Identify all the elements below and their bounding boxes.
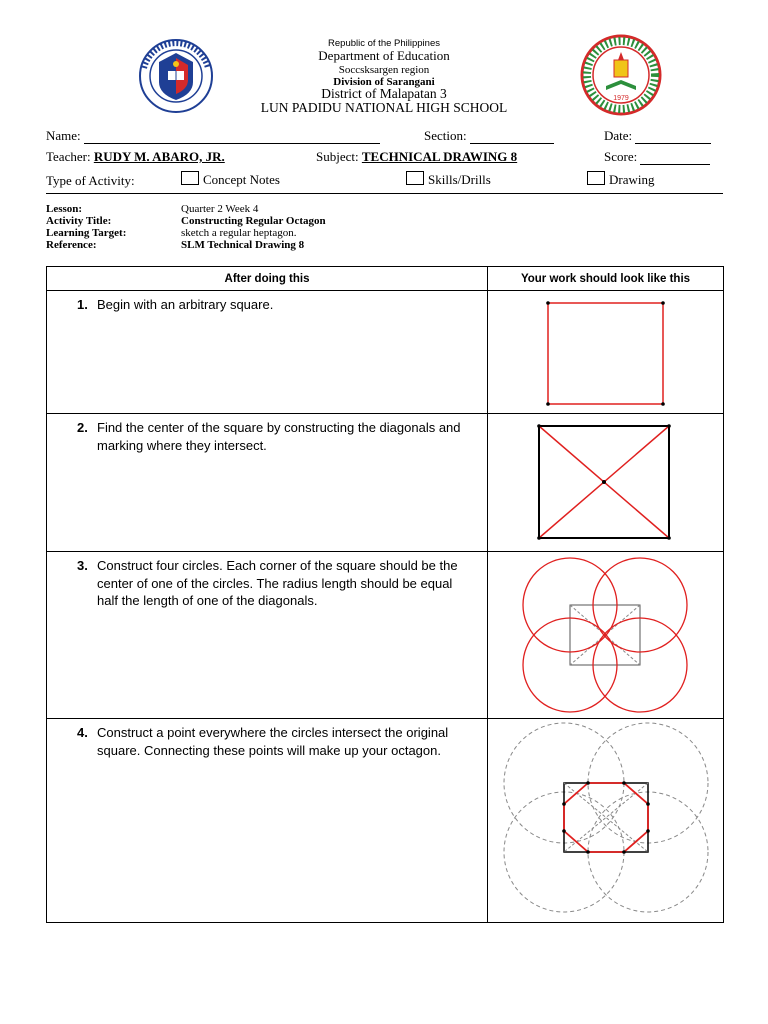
- header-district: District of Malapatan 3: [321, 86, 447, 101]
- col-header-after: After doing this: [47, 267, 488, 291]
- table-row: [47, 719, 724, 923]
- reference-value: SLM Technical Drawing 8: [181, 239, 305, 251]
- section-label: Section:: [424, 128, 467, 143]
- section-input-line[interactable]: [470, 129, 554, 144]
- skills-drills-checkbox[interactable]: [406, 171, 424, 185]
- name-label: Name:: [46, 128, 81, 143]
- option-concept-notes[interactable]: [181, 171, 280, 188]
- step-description: Construct a point everywhere the circles intersect the original square. Connecting these points will make up your octagon.: [97, 725, 449, 758]
- octagon-figure: [488, 719, 724, 921]
- skills-drills-label: Skills/Drills: [428, 172, 491, 187]
- header-region: Soccsksargen region: [338, 64, 430, 76]
- diagonals-figure: [488, 414, 724, 550]
- reference-label: Reference:: [46, 239, 97, 251]
- header-republic: Republic of the Philippines: [328, 38, 440, 49]
- square-figure: [488, 291, 724, 412]
- table-row: [47, 552, 724, 719]
- drawing-label: Drawing: [609, 172, 655, 187]
- step-1-text: [47, 291, 487, 314]
- date-field[interactable]: [604, 128, 711, 144]
- name-input-line[interactable]: [84, 129, 380, 144]
- teacher-value: RUDY M. ABARO, JR.: [93, 149, 225, 164]
- option-drawing[interactable]: [587, 171, 655, 188]
- four-circles-figure: [488, 552, 724, 717]
- learning-target-value: sketch a regular heptagon.: [181, 227, 297, 239]
- score-input-line[interactable]: [640, 150, 710, 165]
- header-divider: [46, 193, 723, 194]
- lesson-label: Lesson:: [46, 203, 83, 215]
- steps-table: [46, 266, 724, 923]
- table-row: [47, 414, 724, 552]
- seal-year: 1979: [613, 95, 629, 102]
- lesson-value: Quarter 2 Week 4: [181, 203, 259, 215]
- step-4-text: [47, 719, 487, 759]
- table-header-row: [47, 267, 724, 291]
- option-skills-drills[interactable]: [406, 171, 491, 188]
- reference-row: [46, 239, 446, 252]
- step-2-text: [47, 414, 487, 454]
- teacher-field: [46, 149, 225, 165]
- step-number: 2.: [77, 420, 88, 435]
- step-description: Begin with an arbitrary square.: [97, 297, 274, 312]
- concept-notes-checkbox[interactable]: [181, 171, 199, 185]
- header-department: Department of Education: [318, 48, 450, 63]
- score-field[interactable]: [604, 149, 710, 165]
- col-header-result: Your work should look like this: [488, 267, 724, 291]
- header-division: Division of Sarangani: [333, 76, 435, 88]
- subject-value: TECHNICAL DRAWING 8: [361, 149, 518, 164]
- date-label: Date:: [604, 128, 633, 143]
- table-row: [47, 291, 724, 414]
- drawing-checkbox[interactable]: [587, 171, 605, 185]
- header-school: LUN PADIDU NATIONAL HIGH SCHOOL: [260, 100, 508, 115]
- score-label: Score:: [604, 149, 638, 164]
- step-description: Construct four circles. Each corner of the square should be the center of one of the circles. The radius length should be equal half the length of one of the diagonals.: [97, 558, 458, 608]
- activity-title-label: Activity Title:: [46, 215, 112, 227]
- name-field[interactable]: [46, 128, 380, 144]
- concept-notes-label: Concept Notes: [203, 172, 280, 187]
- section-field[interactable]: [424, 128, 554, 144]
- activity-title-value: Constructing Regular Octagon: [181, 215, 326, 227]
- step-number: 4.: [77, 725, 88, 740]
- step-number: 1.: [77, 297, 88, 312]
- subject-field: [316, 149, 517, 165]
- step-3-text: [47, 552, 487, 610]
- date-input-line[interactable]: [635, 129, 711, 144]
- step-number: 3.: [77, 558, 88, 573]
- activity-type-label: Type of Activity:: [46, 173, 135, 188]
- subject-label: Subject:: [316, 149, 359, 164]
- learning-target-label: Learning Target:: [46, 227, 127, 239]
- teacher-label: Teacher:: [46, 149, 91, 164]
- step-description: Find the center of the square by constructing the diagonals and marking where they intersect.: [97, 420, 461, 453]
